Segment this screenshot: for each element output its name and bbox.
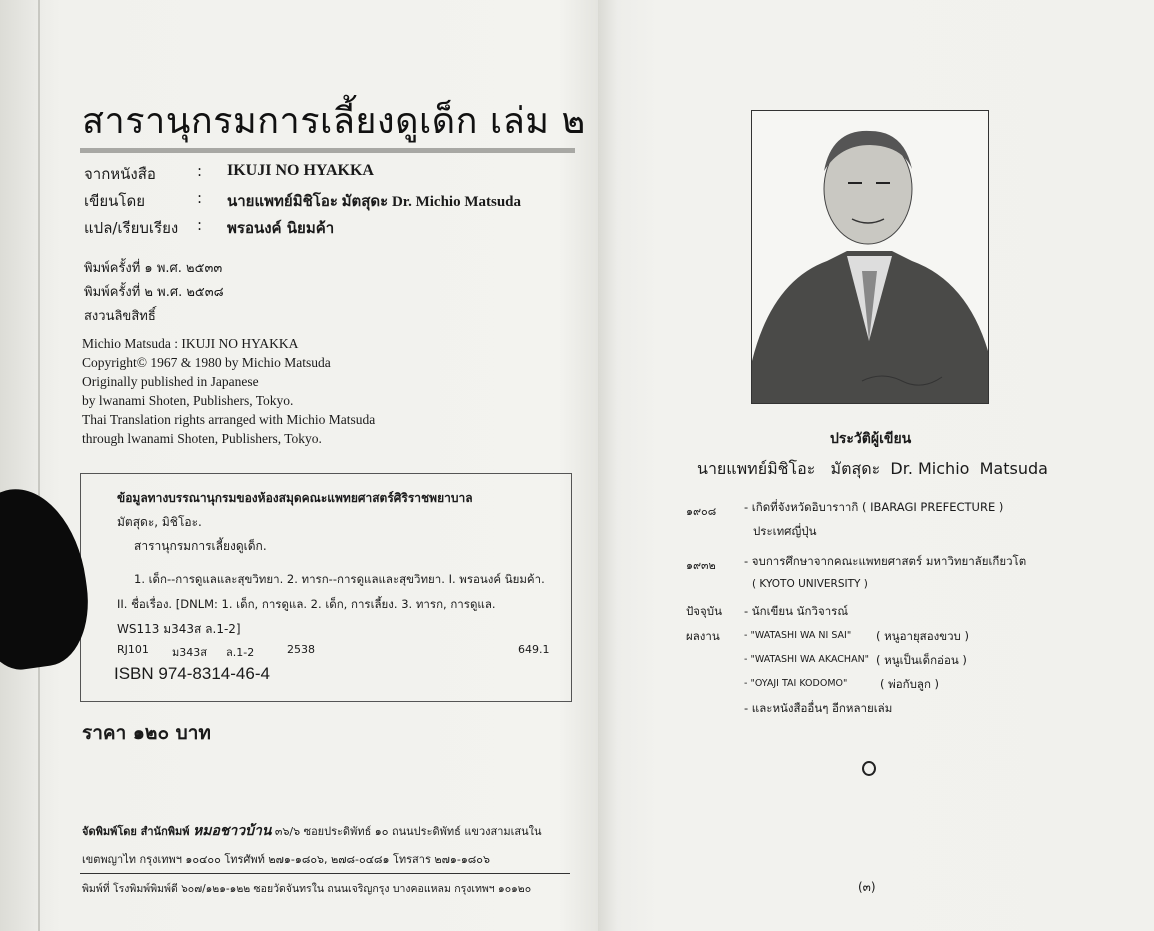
copyright-line: through lwanami Shoten, Publishers, Tokyo. <box>82 431 322 446</box>
copyright-line: Michio Matsuda : IKUJI NO HYAKKA <box>82 336 299 351</box>
info-label: จากหนังสือ <box>84 165 156 183</box>
class-number: 649.1 <box>518 643 550 656</box>
work-title: - "OYAJI TAI KODOMO" <box>744 678 848 689</box>
info-label: เขียนโดย <box>84 192 146 210</box>
call-number-part: ล.1-2 <box>226 646 255 659</box>
works-label: ผลงาน <box>686 629 720 643</box>
printer-line: พิมพ์ที่ โรงพิมพ์พิมพ์ดี ๖๐๗/๑๒๑-๑๒๒ ซอยวัดจันทรใน ถนนเจริญกรุง บางคอแหลม กรุงเทพฯ ๑๐๑๒๐ <box>82 883 532 895</box>
copyright-line: by lwanami Shoten, Publishers, Tokyo. <box>82 393 294 408</box>
timeline-text: ( KYOTO UNIVERSITY ) <box>752 578 868 590</box>
printing-line: พิมพ์ครั้งที่ ๒ พ.ศ. ๒๕๓๘ <box>84 285 224 300</box>
catalog-subjects: II. ชื่อเรื่อง. [DNLM: 1. เด็ก, การดูแล. 2. เด็ก, การเลี้ยง. 3. ทารก, การดูแล. <box>117 597 496 611</box>
publisher-contact: เขตพญาไท กรุงเทพฯ ๑๐๔๐๐ โทรศัพท์ ๒๗๑-๑๘๐๖, ๒๗๘-๐๔๘๑ โทรสาร ๒๗๑-๑๘๐๖ <box>82 853 490 866</box>
timeline-year: ๑๙๐๘ <box>686 505 717 518</box>
timeline-text: ประเทศญี่ปุ่น <box>753 524 817 538</box>
timeline-text: - จบการศึกษาจากคณะแพทยศาสตร์ มหาวิทยาลัยเกียวโต <box>744 554 1027 568</box>
copyright-line: Copyright© 1967 & 1980 by Michio Matsuda <box>82 355 331 370</box>
binding-hole-mark <box>862 761 876 776</box>
price: ราคา ๑๒๐ บาท <box>82 722 211 744</box>
catalog-subjects: 1. เด็ก--การดูแลและสุขวิทยา. 2. ทารก--การดูแลและสุขวิทยา. I. พรอนงค์ นิยมค้า. <box>134 572 545 586</box>
work-thai-title: ( หนูเป็นเด็กอ่อน ) <box>876 653 967 667</box>
timeline-year: ปัจจุบัน <box>686 604 722 618</box>
book-title: สารานุกรมการเลี้ยงดูเด็ก เล่ม ๒ <box>82 101 586 142</box>
info-value: IKUJI NO HYAKKA <box>227 162 374 179</box>
copyright-line: Originally published in Japanese <box>82 374 259 389</box>
footer-rule <box>80 873 570 874</box>
isbn: ISBN 974-8314-46-4 <box>114 664 270 683</box>
work-title: - "WATASHI WA NI SAI" <box>744 630 852 641</box>
info-value: นายแพทย์มิชิโอะ มัตสุดะ Dr. Michio Matsuda <box>227 194 522 210</box>
works-more: - และหนังสืออื่นๆ อีกหลายเล่ม <box>744 701 893 715</box>
publisher-line <box>82 820 542 842</box>
work-title: - "WATASHI WA AKACHAN" <box>744 654 870 665</box>
portrait-sketch <box>752 111 988 403</box>
catalog-subjects: WS113 ม343ส ล.1-2] <box>117 622 241 636</box>
info-label: แปล/เรียบเรียง <box>84 219 179 237</box>
info-sep: : <box>197 189 203 207</box>
timeline-year: ๑๙๓๒ <box>686 559 716 572</box>
page-number: (๓) <box>858 880 876 894</box>
copyright-line: Thai Translation rights arranged with Michio Matsuda <box>82 412 376 427</box>
publisher-logo-name: หมอชาวบ้าน <box>193 823 272 839</box>
timeline-text: - เกิดที่จังหวัดอิบาราากิ ( IBARAGI PREFECTURE ) <box>744 500 1004 514</box>
publisher-prefix: จัดพิมพ์โดย สำนักพิมพ์ <box>82 825 190 838</box>
call-number-part: 2538 <box>287 643 315 656</box>
title-rule <box>80 148 575 153</box>
biography-heading: ประวัติผู้เขียน <box>830 431 912 447</box>
info-sep: : <box>197 162 203 180</box>
work-thai-title: ( หนูอายุสองขวบ ) <box>876 629 969 643</box>
page-edge <box>38 0 40 931</box>
catalog-author: มัตสุดะ, มิชิโอะ. <box>117 515 202 529</box>
catalog-title: สารานุกรมการเลี้ยงดูเด็ก. <box>134 539 267 553</box>
catalog-heading: ข้อมูลทางบรรณานุกรมของห้องสมุดคณะแพทยศาสตร์ศิริราชพยาบาล <box>117 491 473 505</box>
info-value: พรอนงค์ นิยมค้า <box>227 219 335 237</box>
call-number-part: RJ101 <box>117 643 149 656</box>
printing-line: พิมพ์ครั้งที่ ๑ พ.ศ. ๒๕๓๓ <box>84 261 223 276</box>
work-thai-title: ( พ่อกับลูก ) <box>880 677 940 691</box>
info-sep: : <box>197 216 203 234</box>
author-portrait <box>751 110 989 404</box>
author-name: นายแพทย์มิชิโอะ มัตสุดะ Dr. Michio Matsuda <box>697 459 1048 478</box>
copyright-notice: สงวนลิขสิทธิ์ <box>84 309 156 324</box>
call-number-part: ม343ส <box>172 646 207 659</box>
publisher-address: ๓๖/๖ ซอยประดิพัทธ์ ๑๐ ถนนประดิพัทธ์ แขวงสามเสนใน <box>274 825 542 838</box>
timeline-text: - นักเขียน นักวิจารณ์ <box>744 604 848 618</box>
